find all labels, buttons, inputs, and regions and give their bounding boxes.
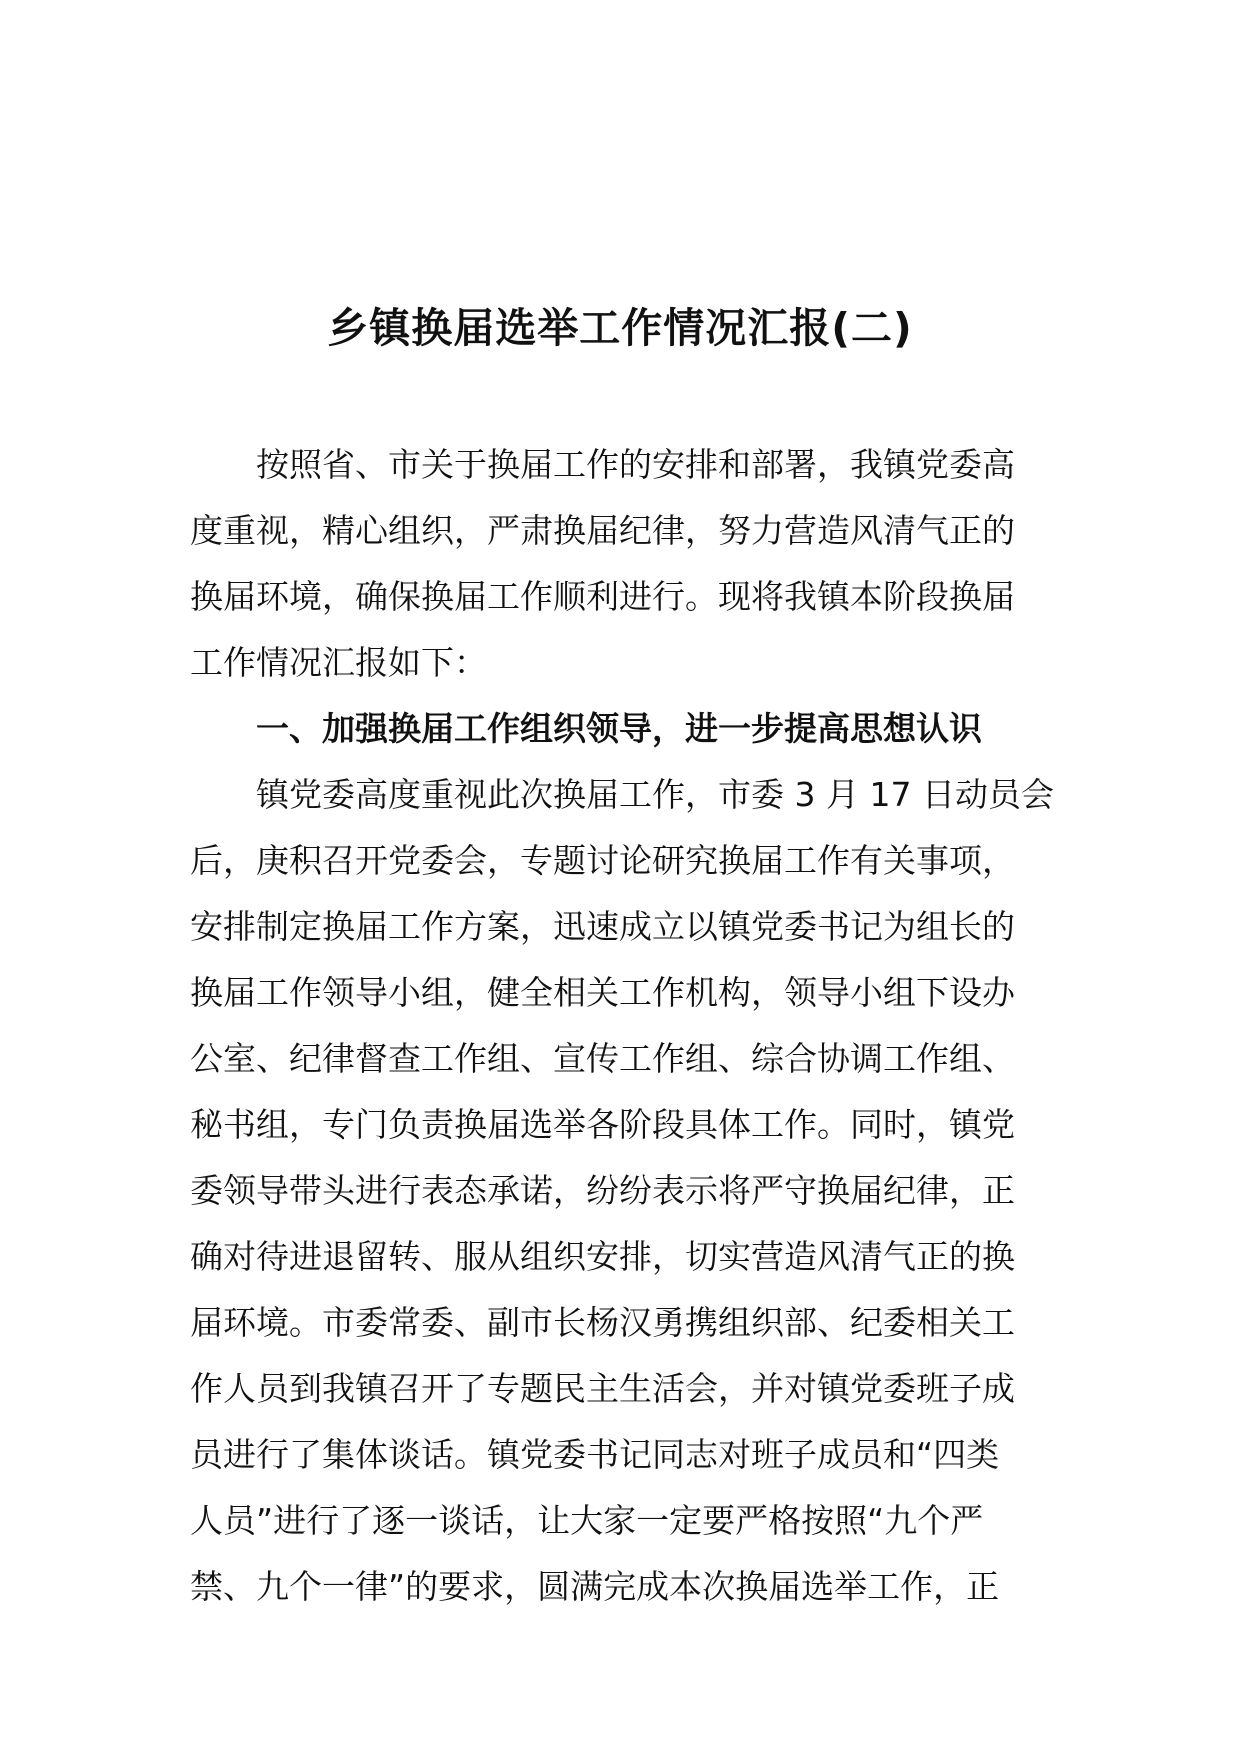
paragraph-line: 届环境。市委常委、副市长杨汉勇携组织部、纪委相关工: [190, 1303, 1015, 1342]
paragraph-line: 换届工作领导小组，健全相关工作机构，领导小组下设办: [190, 973, 1015, 1012]
paragraph-line: 公室、纪律督查工作组、宣传工作组、综合协调工作组、: [190, 1039, 1015, 1078]
paragraph-line: 后，庚积召开党委会，专题讨论研究换届工作有关事项，: [190, 841, 1015, 880]
paragraph-line: 委领导带头进行表态承诺，纷纷表示将严守换届纪律，正: [190, 1171, 1015, 1210]
paragraph-line: 人员”进行了逐一谈话，让大家一定要严格按照“九个严: [190, 1501, 984, 1540]
paragraph-line: 工作情况汇报如下：: [190, 643, 487, 682]
paragraph-line: 安排制定换届工作方案，迅速成立以镇党委书记为组长的: [190, 907, 1015, 946]
document-body: [190, 432, 1058, 1620]
paragraph-line: 镇党委高度重视此次换届工作，市委 3 月 17 日动员会: [256, 775, 1054, 814]
paragraph-line: 度重视，精心组织，严肃换届纪律，努力营造风清气正的: [190, 511, 1015, 550]
paragraph-line: 禁、九个一律”的要求，圆满完成本次换届选举工作，正: [190, 1567, 1000, 1606]
paragraph-line: 秘书组，专门负责换届选举各阶段具体工作。同时，镇党: [190, 1105, 1015, 1144]
paragraph-line: 作人员到我镇召开了专题民主生活会，并对镇党委班子成: [190, 1369, 1015, 1408]
paragraph-line: 员进行了集体谈话。镇党委书记同志对班子成员和“四类: [190, 1435, 1000, 1474]
paragraph-line: 确对待进退留转、服从组织安排，切实营造风清气正的换: [190, 1237, 1015, 1276]
paragraph-line: 按照省、市关于换届工作的安排和部署，我镇党委高: [256, 445, 1015, 484]
paragraph-line: 换届环境，确保换届工作顺利进行。现将我镇本阶段换届: [190, 577, 1015, 616]
section-heading: 一、加强换届工作组织领导，进一步提高思想认识: [256, 709, 982, 748]
document-title: 乡镇换届选举工作情况汇报(二): [327, 304, 913, 352]
